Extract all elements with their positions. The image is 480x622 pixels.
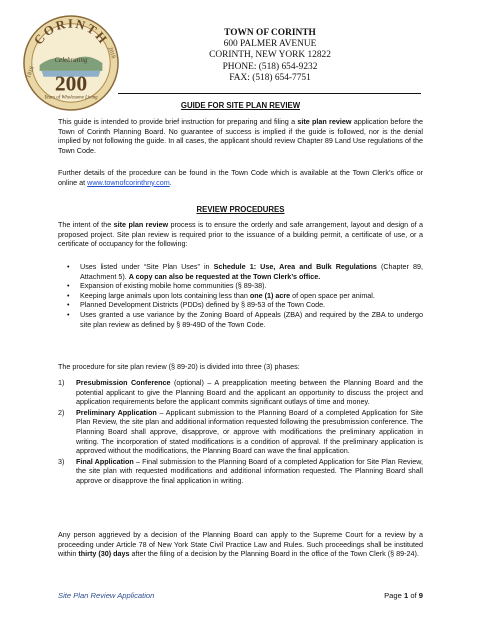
town-seal-logo [22, 14, 120, 112]
bullet-icon: • [67, 300, 70, 310]
bullet-icon: • [67, 281, 70, 291]
bullet-icon: • [67, 290, 70, 300]
fax-number: FAX: (518) 654-7751 [229, 72, 311, 83]
list-item: • Keeping large animals upon lots containing less than one (1) acre of open space per animal. [67, 290, 375, 300]
list-item: • Planned Development Districts (PDDs) defined by § 89-53 of the Town Code. [67, 300, 326, 310]
phases-intro: The procedure for site plan review (§ 89-20) is divided into three (3) phases: [58, 362, 300, 371]
phase-item: 1) Presubmission Conference (optional) – A preapplication meeting between the Planning Board and the potential applicant to give the Planning Board and the applicant an opportunity to discuss the project and application requirements before the applicant commits significant outlays of time and money. [58, 378, 423, 407]
town-website-link[interactable]: www.townofcorinthny.com [87, 177, 170, 187]
phase-item: 3) Final Application – Final submission to the Planning Board of a completed Application for Site Plan Review, the site plan with requested modifications and additional information requested. The Planning Board shall approve or disapprove the final application in writing. [58, 456, 423, 485]
bullet-icon: • [67, 309, 70, 319]
bullet-icon: • [67, 262, 70, 271]
page-footer [58, 591, 423, 600]
phone-number: PHONE: (518) 654-9232 [222, 61, 318, 72]
svg-text:1818: 1818 [26, 65, 36, 80]
page-number: Page 1 of 9 [384, 591, 423, 600]
appeal-paragraph: Any person aggrieved by a decision of the Planning Board can apply to the Supreme Court for a review by a proceeding under Article 78 of New York State Civil Practice Law and Rules. Such proceedings shall be instituted within thirty (30) days after the filing of a decision by the Planning Board in the office of the Town Clerk (§ 89-24). [58, 530, 423, 559]
letterhead [120, 28, 420, 84]
svg-text:Celebrating: Celebrating [54, 57, 88, 65]
list-item: • Uses granted a use variance by the Zoning Board of Appeals (ZBA) and required by the ZBA to undergo site plan review as defined by § 89-49D of the Town Code. [67, 309, 423, 329]
document-name: Site Plan Review Application [58, 591, 155, 600]
procedures-intro-paragraph: The intent of the site plan review process is to ensure the orderly and safe arrangement, layout and design of a proposed project. Site plan review is required prior to the issuance of a building permit, a certificate of use, or a certificate of occupancy for the following: [58, 220, 423, 249]
street-address: 600 PALMER AVENUE [223, 39, 317, 50]
guide-title: GUIDE FOR SITE PLAN REVIEW [180, 101, 301, 110]
guide-details-paragraph: Further details of the procedure can be found in the Town Code which is available at the Town Clerk’s office or online at www.townofcorinthny.com. [58, 168, 423, 187]
guide-intro-paragraph: This guide is intended to provide brief instruction for preparing and filing a site plan review application before the Town of Corinth Planning Board. No guarantee of success is implied if the guide is followed, nor is the denial implied by not following the guide. In all cases, the applicant should review Chapter 89 Land Use regulations of the Town Code. [58, 117, 423, 155]
list-item: • Expansion of existing mobile home communities (§ 89-38). [67, 281, 267, 291]
requirements-list [58, 262, 423, 329]
phases-list [58, 378, 423, 487]
svg-text:Years of Wholesome Living: Years of Wholesome Living [44, 95, 98, 101]
svg-text:200: 200 [54, 71, 88, 96]
list-item: • Uses listed under “Site Plan Uses” in Schedule 1: Use, Area and Bulk Regulations (Chapter 89, Attachment 5). A copy can also be requested at the Town Clerk’s office. [67, 262, 424, 281]
svg-text:2018: 2018 [106, 46, 116, 60]
procedures-title: REVIEW PROCEDURES [196, 205, 285, 214]
phase-item: 2) Preliminary Application – Applicant submission to the Planning Board of a completed Application for Site Plan Review, the site plan and additional information requested following the presubmission conference. The Planning Board shall approve, disapprove, or approve with modifications the preliminary application in writing. The incorporation of stated modifications is a condition of approval. If the preliminary application is approved without the modifications, the Planning Board can wave the final application. [58, 407, 423, 456]
header-divider [118, 93, 421, 94]
city-state-zip: CORINTH, NEW YORK 12822 [209, 50, 331, 61]
svg-text:CORINTH: CORINTH [31, 16, 111, 48]
town-name: TOWN OF CORINTH [224, 28, 316, 38]
